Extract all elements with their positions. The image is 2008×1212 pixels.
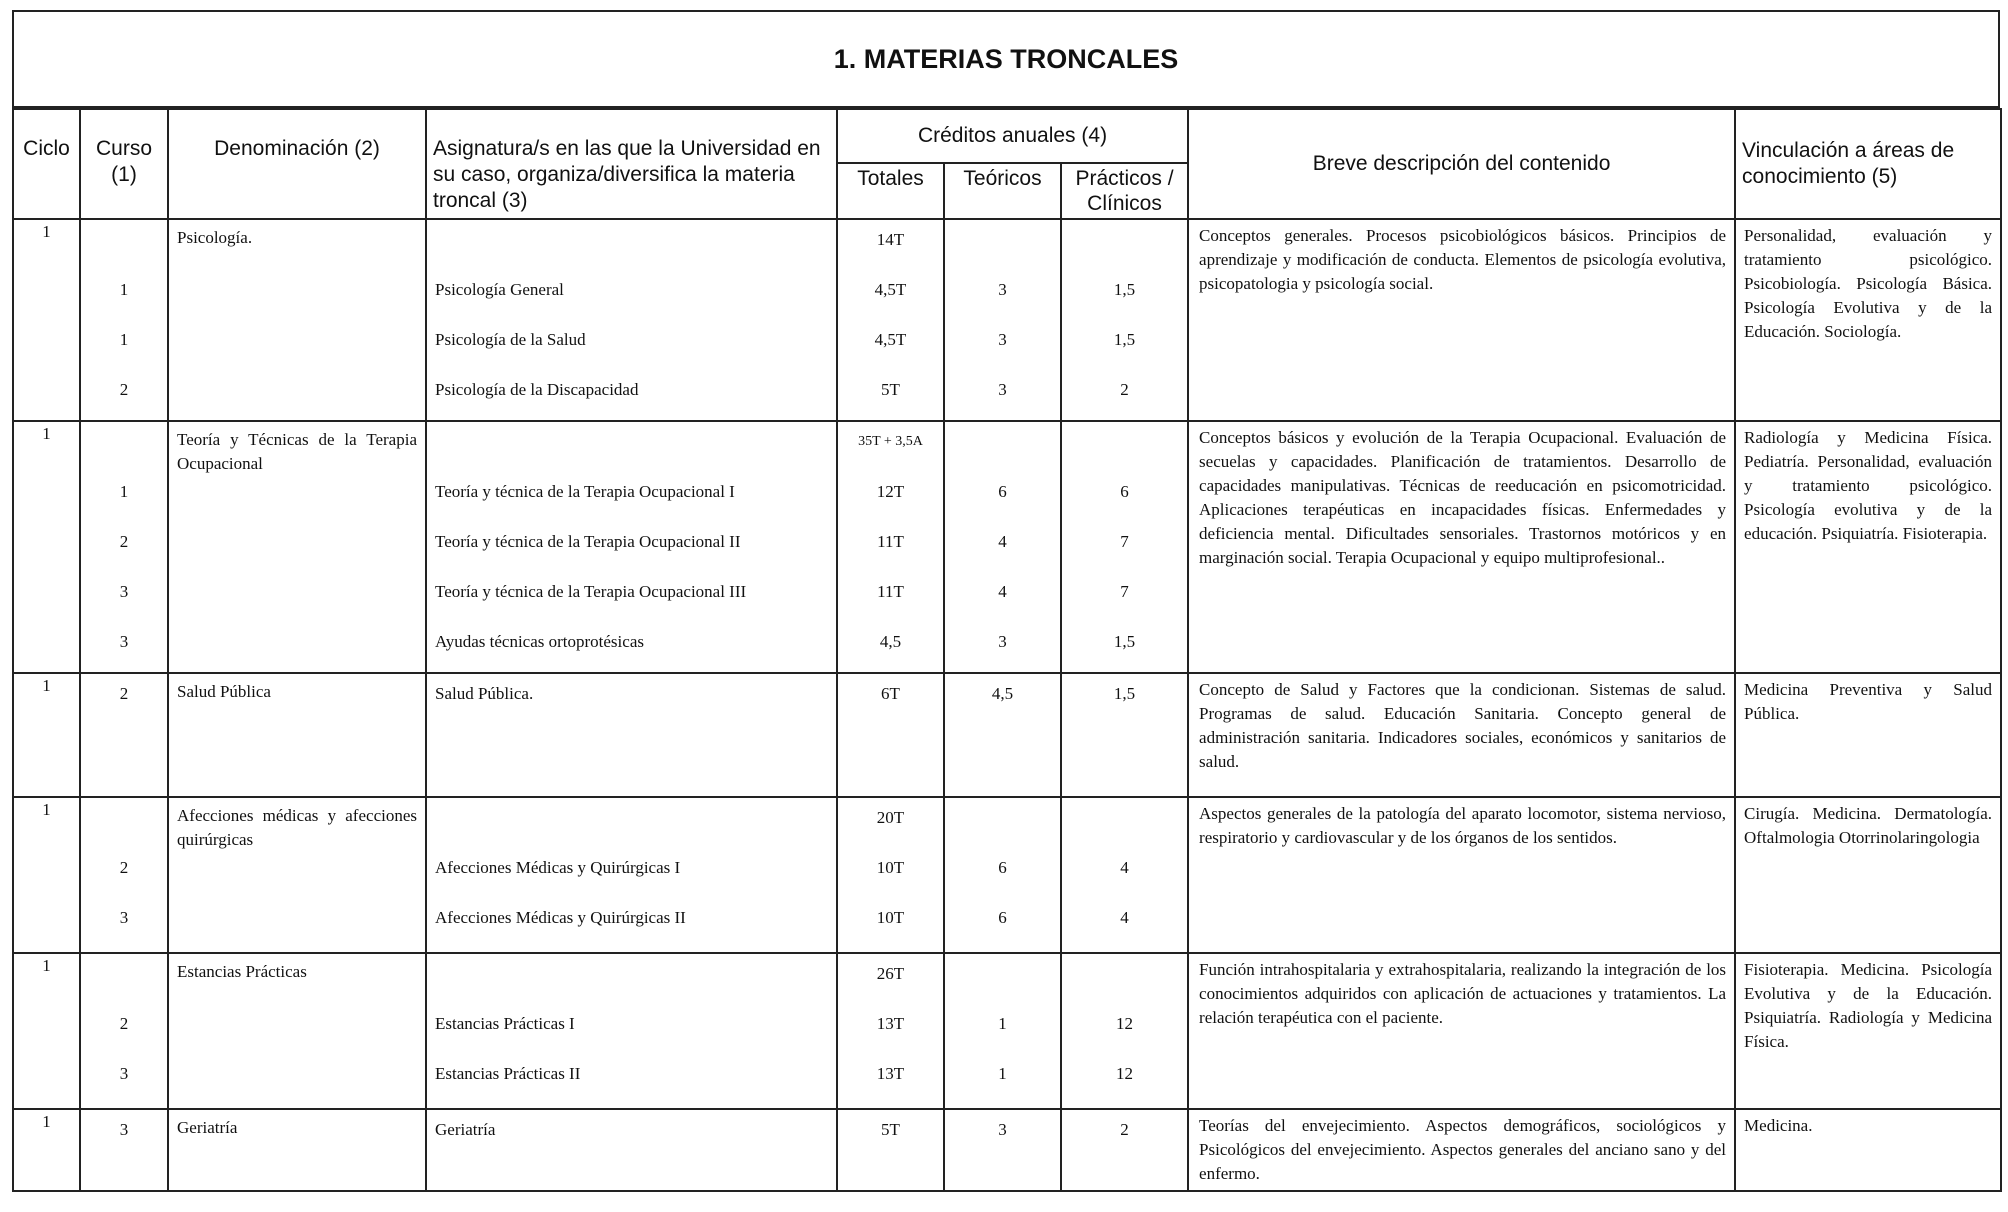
practicos-value (1062, 954, 1187, 1004)
teoricos-value (945, 422, 1060, 472)
practicos-value: 4 (1120, 858, 1129, 877)
teoricos-value: 1 (998, 1014, 1007, 1033)
practicos-value (1062, 422, 1187, 472)
teoricos-value: 3 (998, 280, 1007, 299)
totales-value: 4,5T (874, 330, 907, 349)
curso-value: 1 (119, 280, 129, 299)
denominacion-value: Estancias Prácticas (177, 962, 307, 981)
curso-value: 1 (119, 330, 129, 349)
materia-row (13, 953, 2001, 1109)
curso-value: 3 (119, 582, 129, 601)
denominacion-value: Psicología. (177, 228, 253, 247)
header-vinculacion: Vinculación a áreas de conocimiento (5) (1735, 109, 2001, 219)
practicos-value: 4 (1120, 908, 1129, 927)
practicos-cell (1061, 953, 1188, 1109)
vinculacion-cell (1735, 797, 2001, 953)
asignatura-value: Estancias Prácticas II (435, 1064, 581, 1083)
practicos-value: 12 (1116, 1014, 1134, 1033)
vinculacion-cell (1735, 1109, 2001, 1191)
descripcion-value: Función intrahospitalaria y extrahospitalaria, realizando la integración de los conocimientos adquiridos con aplicación de actuaciones y tratamientos. La relación terapéutica con el paciente. (1199, 960, 1727, 1027)
ciclo-cell (13, 1109, 80, 1191)
ciclo-value: 1 (42, 424, 51, 443)
totales-cell (837, 673, 944, 797)
teoricos-value: 4,5 (991, 684, 1014, 703)
totales-value: 6T (881, 684, 900, 703)
practicos-value: 7 (1120, 532, 1129, 551)
totales-cell (837, 1109, 944, 1191)
asignatura-value (427, 954, 836, 1004)
totales-value: 4,5T (874, 280, 907, 299)
practicos-value: 1,5 (1113, 632, 1136, 651)
teoricos-value: 3 (998, 380, 1007, 399)
teoricos-cell (944, 219, 1061, 421)
asignatura-cell (426, 1109, 837, 1191)
totales-value: 11T (877, 582, 904, 601)
practicos-value: 7 (1120, 582, 1129, 601)
descripcion-value: Conceptos básicos y evolución de la Terapia Ocupacional. Evaluación de secuelas y capacidades. Planificación de tratamientos. Desarrollo de capacidades manipulativas. Técnicas de reeducación en psicomotricidad. Aplicaciones terapéuticas en incapacidades físicas. Enfermedades y deficiencia mental. Dificultades sensoriales. Trastornos motóricos y en marginación social. Terapia Ocupacional y equipo multiprofesional.. (1199, 428, 1727, 567)
ciclo-cell (13, 797, 80, 953)
teoricos-cell (944, 673, 1061, 797)
denominacion-cell (168, 797, 426, 953)
practicos-value: 1,5 (1113, 684, 1136, 703)
totales-value: 35T + 3,5A (858, 434, 923, 449)
vinculacion-cell (1735, 421, 2001, 673)
header-creditos: Créditos anuales (4) (837, 109, 1188, 163)
denominacion-cell (168, 673, 426, 797)
materia-row (13, 421, 2001, 673)
totales-value: 26T (876, 964, 905, 983)
header-practicos: Prácticos / Clínicos (1061, 163, 1188, 219)
curso-value (81, 954, 167, 1004)
practicos-value: 2 (1120, 1120, 1129, 1139)
asignatura-value: Ayudas técnicas ortoprotésicas (435, 632, 644, 651)
teoricos-value (945, 220, 1060, 270)
curso-value: 3 (119, 908, 129, 927)
curso-value: 3 (119, 1064, 129, 1083)
curso-value: 2 (119, 532, 129, 551)
asignatura-value (427, 422, 836, 472)
ciclo-cell (13, 673, 80, 797)
totales-value: 12T (876, 482, 905, 501)
totales-value: 10T (876, 908, 905, 927)
asignatura-cell (426, 673, 837, 797)
ciclo-value: 1 (42, 676, 51, 695)
asignatura-cell (426, 219, 837, 421)
teoricos-value (945, 798, 1060, 848)
header-asignaturas: Asignatura/s en las que la Universidad en su caso, organiza/diversifica la materia troncal (3) (426, 109, 837, 219)
denominacion-value: Geriatría (177, 1118, 238, 1137)
practicos-cell (1061, 1109, 1188, 1191)
curso-cell (80, 953, 168, 1109)
table-body (13, 219, 2001, 1191)
curso-value: 2 (119, 380, 129, 399)
curso-value: 3 (119, 1120, 129, 1139)
totales-value: 13T (876, 1064, 905, 1083)
totales-value: 14T (876, 230, 905, 249)
vinculacion-value: Cirugía. Medicina. Dermatología. Oftalmologia Otorrinolaringologia (1744, 804, 1993, 847)
practicos-cell (1061, 421, 1188, 673)
teoricos-value: 3 (998, 1120, 1007, 1139)
descripcion-value: Teorías del envejecimiento. Aspectos demográficos, sociológicos y Psicológicos del envejecimiento. Aspectos generales del anciano sano y del enfermo. (1199, 1116, 1727, 1183)
totales-cell (837, 953, 944, 1109)
header-teoricos: Teóricos (944, 163, 1061, 219)
denominacion-cell (168, 953, 426, 1109)
asignatura-value: Teoría y técnica de la Terapia Ocupacional I (435, 482, 735, 501)
asignatura-value: Afecciones Médicas y Quirúrgicas II (435, 908, 686, 927)
teoricos-value: 4 (998, 532, 1007, 551)
teoricos-value: 6 (998, 482, 1007, 501)
totales-value: 11T (877, 532, 904, 551)
practicos-value: 2 (1120, 380, 1129, 399)
header-denominacion: Denominación (2) (168, 109, 426, 219)
totales-cell (837, 421, 944, 673)
curso-cell (80, 421, 168, 673)
totales-value: 13T (876, 1014, 905, 1033)
teoricos-value (945, 954, 1060, 1004)
curso-value: 2 (119, 858, 129, 877)
curso-cell (80, 797, 168, 953)
vinculacion-value: Personalidad, evaluación y tratamiento psicológico. Psicobiología. Psicología Básica. Psicología Evolutiva y de la Educación. Sociología. (1744, 226, 1993, 341)
teoricos-value: 3 (998, 632, 1007, 651)
curso-value: 3 (119, 632, 129, 651)
practicos-value: 1,5 (1113, 280, 1136, 299)
ciclo-cell (13, 953, 80, 1109)
curso-cell (80, 219, 168, 421)
teoricos-value: 6 (998, 908, 1007, 927)
ciclo-value: 1 (42, 956, 51, 975)
asignatura-value: Psicología de la Salud (435, 330, 586, 349)
vinculacion-value: Medicina Preventiva y Salud Pública. (1744, 680, 1993, 723)
curso-value (81, 798, 167, 848)
vinculacion-cell (1735, 953, 2001, 1109)
asignatura-value: Estancias Prácticas I (435, 1014, 575, 1033)
descripcion-cell (1188, 421, 1735, 673)
denominacion-cell (168, 421, 426, 673)
vinculacion-value: Radiología y Medicina Física. Pediatría. Personalidad, evaluación y tratamiento psicológico. Psicología evolutiva y de la educación. Psiquiatría. Fisioterapia. (1744, 428, 1993, 543)
totales-cell (837, 797, 944, 953)
materia-row (13, 673, 2001, 797)
curso-value: 1 (119, 482, 129, 501)
header-ciclo: Ciclo (13, 109, 80, 219)
asignatura-value: Salud Pública. (435, 684, 534, 703)
teoricos-value: 4 (998, 582, 1007, 601)
asignatura-value: Teoría y técnica de la Terapia Ocupacional II (435, 532, 741, 551)
materia-row (13, 797, 2001, 953)
ciclo-value: 1 (42, 1112, 51, 1131)
vinculacion-value: Fisioterapia. Medicina. Psicología Evolutiva y de la Educación. Psiquiatría. Radiología y Medicina Física. (1744, 960, 1993, 1051)
totales-value: 5T (881, 380, 900, 399)
totales-value: 20T (876, 808, 905, 827)
asignatura-value: Geriatría (435, 1120, 496, 1139)
teoricos-value: 3 (998, 330, 1007, 349)
asignatura-value (427, 220, 836, 270)
asignatura-cell (426, 953, 837, 1109)
curso-value: 2 (119, 1014, 129, 1033)
teoricos-cell (944, 797, 1061, 953)
ciclo-cell (13, 421, 80, 673)
asignatura-value: Afecciones Médicas y Quirúrgicas I (435, 858, 681, 877)
materia-row (13, 1109, 2001, 1191)
materias-table (12, 108, 2002, 1192)
ciclo-value: 1 (42, 800, 51, 819)
practicos-value (1062, 798, 1187, 848)
ciclo-cell (13, 219, 80, 421)
denominacion-value: Teoría y Técnicas de la Terapia Ocupacional (177, 430, 417, 473)
descripcion-value: Concepto de Salud y Factores que la condicionan. Sistemas de salud. Programas de salud. Educación Sanitaria. Concepto general de administración sanitaria. Indicadores sociales, económicos y sanitarios de salud. (1199, 680, 1727, 771)
vinculacion-value: Medicina. (1744, 1116, 1813, 1135)
totales-value: 4,5 (879, 632, 902, 651)
teoricos-cell (944, 953, 1061, 1109)
denominacion-value: Salud Pública (177, 682, 271, 701)
descripcion-cell (1188, 219, 1735, 421)
practicos-value: 12 (1116, 1064, 1134, 1083)
practicos-value: 6 (1120, 482, 1129, 501)
denominacion-value: Afecciones médicas y afecciones quirúrgicas (177, 806, 417, 849)
descripcion-value: Aspectos generales de la patología del aparato locomotor, sistema nervioso, respiratorio y cardiovascular y de los órganos de los sentidos. (1199, 804, 1727, 847)
curso-value (81, 220, 167, 270)
asignatura-value: Teoría y técnica de la Terapia Ocupacional III (435, 582, 747, 601)
practicos-cell (1061, 219, 1188, 421)
practicos-cell (1061, 673, 1188, 797)
vinculacion-cell (1735, 219, 2001, 421)
header-descripcion: Breve descripción del contenido (1188, 109, 1735, 219)
asignatura-value: Psicología General (435, 280, 564, 299)
totales-value: 10T (876, 858, 905, 877)
curso-value: 2 (119, 684, 129, 703)
curso-value (81, 422, 167, 472)
asignatura-cell (426, 421, 837, 673)
header-totales: Totales (837, 163, 944, 219)
document-page (12, 10, 2000, 1202)
descripcion-cell (1188, 797, 1735, 953)
curso-cell (80, 1109, 168, 1191)
teoricos-cell (944, 1109, 1061, 1191)
descripcion-cell (1188, 953, 1735, 1109)
descripcion-cell (1188, 1109, 1735, 1191)
denominacion-cell (168, 1109, 426, 1191)
totales-cell (837, 219, 944, 421)
teoricos-value: 1 (998, 1064, 1007, 1083)
descripcion-value: Conceptos generales. Procesos psicobiológicos básicos. Principios de aprendizaje y modificación de conducta. Elementos de psicología evolutiva, psicopatologia y psicología social. (1199, 226, 1727, 293)
asignatura-value (427, 798, 836, 848)
curso-cell (80, 673, 168, 797)
vinculacion-cell (1735, 673, 2001, 797)
practicos-value (1062, 220, 1187, 270)
practicos-cell (1061, 797, 1188, 953)
practicos-value: 1,5 (1113, 330, 1136, 349)
descripcion-cell (1188, 673, 1735, 797)
header-curso: Curso (1) (80, 109, 168, 219)
denominacion-cell (168, 219, 426, 421)
teoricos-value: 6 (998, 858, 1007, 877)
materia-row (13, 219, 2001, 421)
ciclo-value: 1 (42, 222, 51, 241)
page-title: 1. MATERIAS TRONCALES (12, 10, 2000, 108)
totales-value: 5T (881, 1120, 900, 1139)
teoricos-cell (944, 421, 1061, 673)
asignatura-cell (426, 797, 837, 953)
asignatura-value: Psicología de la Discapacidad (435, 380, 639, 399)
